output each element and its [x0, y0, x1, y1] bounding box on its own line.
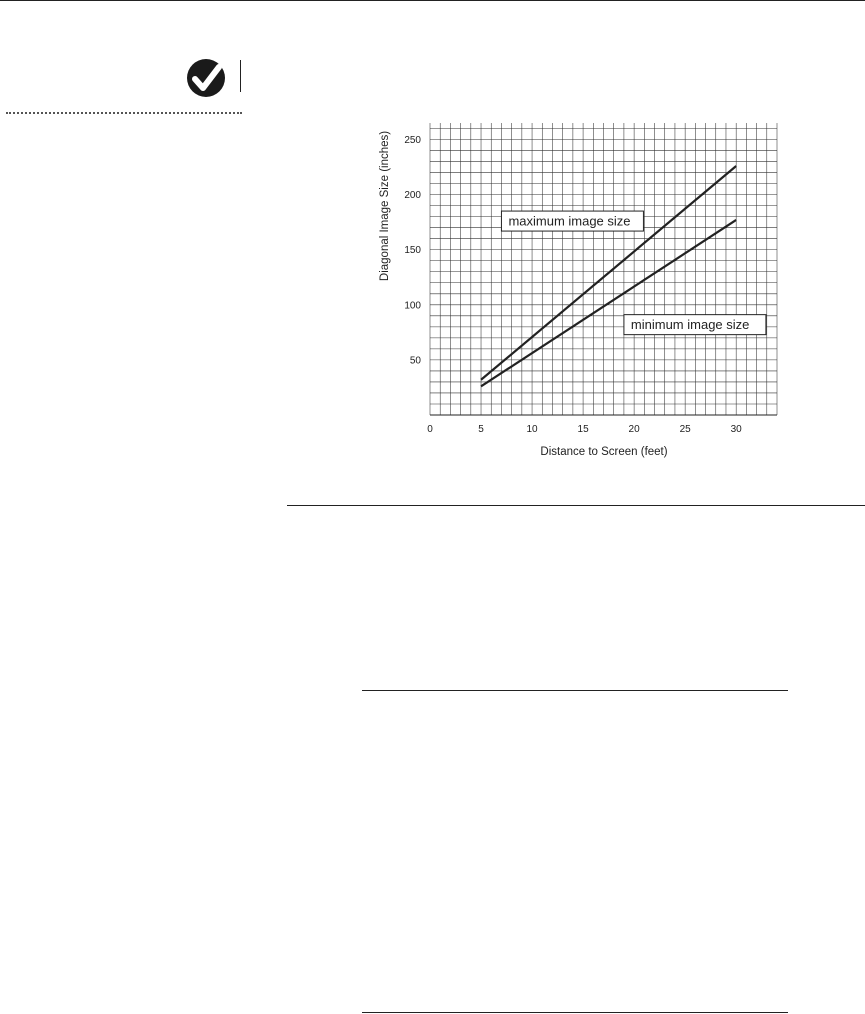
x-tick-label: 30 — [730, 424, 742, 435]
checkmark-logo-icon — [186, 58, 226, 98]
x-tick-label: 15 — [577, 424, 589, 435]
dotted-rule — [6, 112, 242, 114]
chart-series — [481, 166, 736, 386]
x-tick-label: 0 — [427, 424, 433, 435]
y-tick-label: 100 — [404, 300, 421, 312]
divider-rule — [362, 690, 788, 691]
callout-maximum-image-size — [501, 211, 643, 231]
series-line-maximum — [481, 166, 736, 380]
chart-svg — [360, 115, 790, 465]
y-tick-label: 250 — [404, 135, 421, 147]
series-line-minimum — [481, 220, 736, 386]
y-tick-label: 150 — [404, 245, 421, 257]
chart-ticks — [404, 135, 742, 435]
section-rule — [287, 505, 865, 506]
bottom-rule — [362, 1012, 788, 1013]
x-tick-label: 25 — [679, 424, 691, 435]
x-tick-label: 20 — [628, 424, 640, 435]
y-tick-label: 200 — [404, 190, 421, 202]
logo-divider — [240, 60, 241, 92]
callout-label: minimum image size — [630, 317, 750, 333]
chart-grid — [430, 123, 777, 415]
x-tick-label: 5 — [478, 424, 484, 435]
distance-vs-image-size-chart — [360, 115, 790, 469]
top-rule — [0, 0, 865, 1]
y-tick-label: 50 — [409, 355, 421, 367]
y-axis-label: Diagonal Image Size (inches) — [379, 130, 391, 282]
x-axis-label: Distance to Screen (feet) — [540, 446, 668, 458]
callout-minimum-image-size — [624, 315, 766, 335]
callout-label: maximum image size — [508, 213, 631, 229]
x-tick-label: 10 — [526, 424, 538, 435]
